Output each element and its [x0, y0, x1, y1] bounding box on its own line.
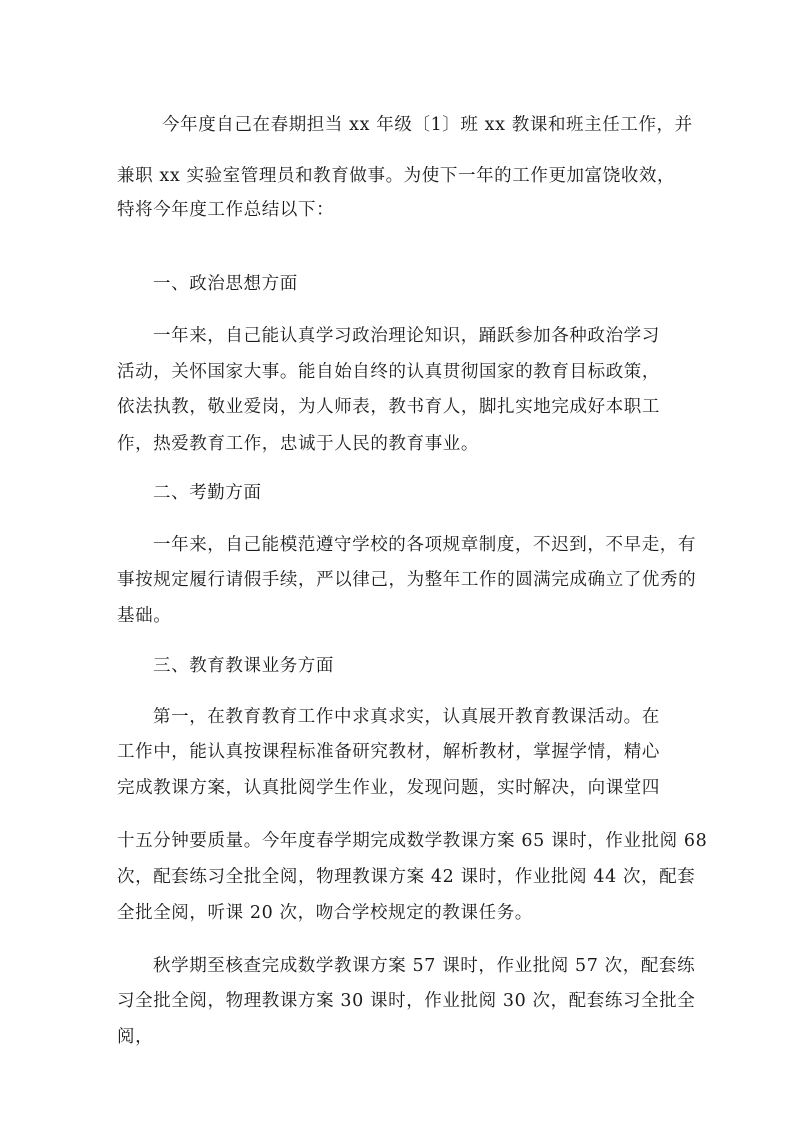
section2-line-3: 基础。: [117, 606, 172, 626]
section-heading-attendance: 二、考勤方面: [153, 483, 262, 503]
section3-para1-line-3: 完成教课方案，认真批阅学生作业，发现问题，实时解决，向课堂四: [117, 778, 660, 798]
section1-line-1: 一年来，自己能认真学习政治理论知识，踊跃参加各种政治学习: [153, 326, 660, 346]
section3-para3-line-3: 阅，: [117, 1027, 154, 1047]
section1-line-4: 作，热爱教育工作，忠诚于人民的教育事业。: [117, 434, 479, 454]
section3-para1-line-1: 第一，在教育教育工作中求真求实，认真展开教育教课活动。在: [153, 707, 660, 727]
section3-para2-line-1: 十五分钟要质量。今年度春学期完成数学教课方案 65 课时，作业批阅 68: [117, 831, 708, 851]
section3-para2-line-2: 次，配套练习全批全阅，物理教课方案 42 课时，作业批阅 44 次，配套: [117, 867, 696, 887]
intro-line-2: 兼职 xx 实验室管理员和教育做事。为使下一年的工作更加富饶收效，: [117, 166, 676, 186]
intro-line-3: 特将今年度工作总结以下：: [117, 200, 335, 220]
section-heading-politics: 一、政治思想方面: [153, 274, 298, 294]
section3-para1-line-2: 工作中，能认真按课程标准备研究教材，解析教材，掌握学情，精心: [117, 742, 660, 762]
section-heading-teaching: 三、教育教课业务方面: [153, 656, 334, 676]
section2-line-1: 一年来，自己能模范遵守学校的各项规章制度，不迟到，不早走，有: [153, 535, 696, 555]
section3-para3-line-2: 习全批全阅，物理教课方案 30 课时，作业批阅 30 次，配套练习全批全: [117, 991, 696, 1011]
section3-para3-line-1: 秋学期至核查完成数学教课方案 57 课时，作业批阅 57 次，配套练: [153, 956, 696, 976]
section3-para2-line-3: 全批全阅，听课 20 次，吻合学校规定的教课任务。: [117, 903, 533, 923]
section2-line-2: 事按规定履行请假手续，严以律己，为整年工作的圆满完成确立了优秀的: [117, 570, 697, 590]
intro-line-1: 今年度自己在春期担当 xx 年级〔1〕班 xx 教课和班主任工作，并: [162, 115, 693, 135]
section1-line-3: 依法执教，敬业爱岗，为人师表，教书育人，脚扎实地完成好本职工: [117, 397, 660, 417]
section1-line-2: 活动，关怀国家大事。能自始自终的认真贯彻国家的教育目标政策，: [117, 362, 660, 382]
